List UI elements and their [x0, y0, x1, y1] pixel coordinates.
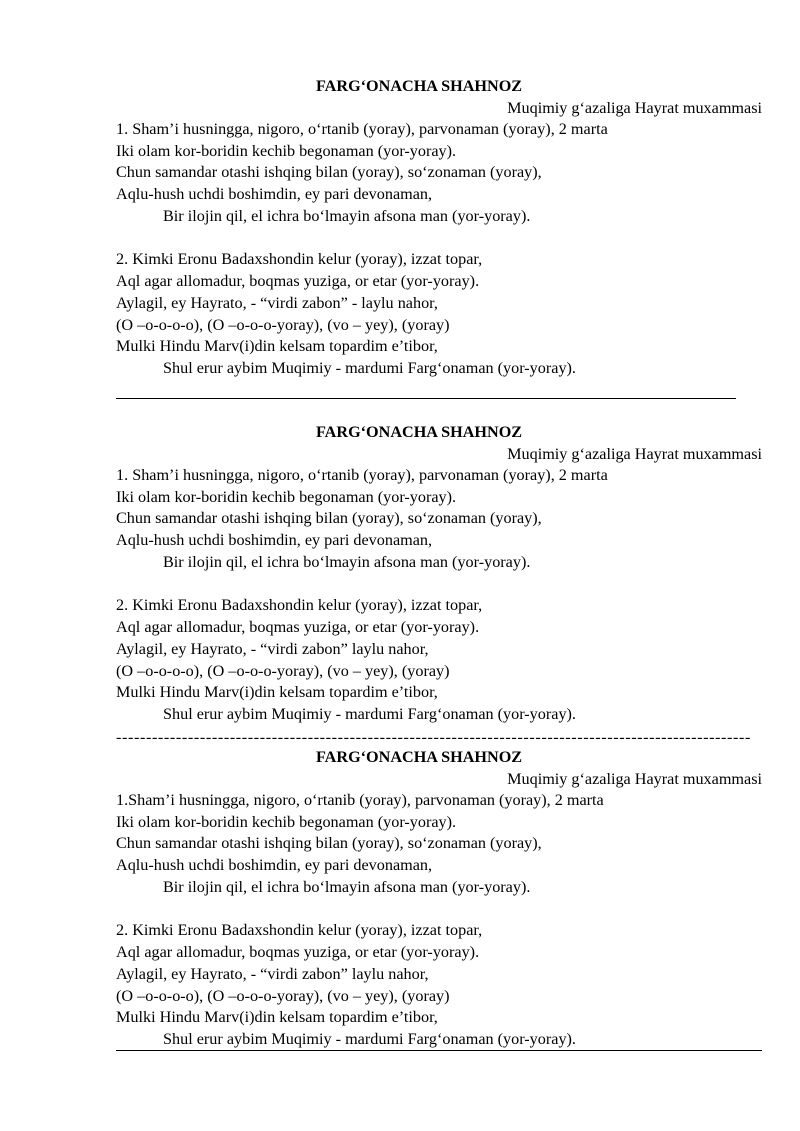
song-block-3 — [116, 746, 762, 1051]
song-title: FARG‘ONACHA SHAHNOZ — [316, 748, 523, 766]
verse-line: Chun samandar otashi ishqing bilan (yoray), so‘zonaman (yoray), — [116, 509, 542, 528]
verse-line: Mulki Hindu Marv(i)din kelsam topardim e’tibor, — [116, 683, 438, 702]
verse-line: Shul erur aybim Muqimiy - mardumi Farg‘onaman (yor-yoray). — [163, 358, 576, 377]
verse-line: 1.Sham’i husningga, nigoro, o‘rtanib (yoray), parvonaman (yoray), 2 marta — [116, 791, 604, 809]
verse-line: Aql agar allomadur, boqmas yuziga, or etar (yor-yoray). — [116, 943, 480, 962]
song-subtitle: Muqimiy g‘azaliga Hayrat muxammasi — [507, 770, 762, 788]
verse-line: Bir ilojin qil, el ichra bo‘lmayin afsona man (yor-yoray). — [163, 552, 531, 571]
dashed-separator: ---------------------------------------------------------------------------------------------------------- — [116, 729, 751, 745]
verse-line: Bir ilojin qil, el ichra bo‘lmayin afsona man (yor-yoray). — [163, 206, 531, 225]
verse-line: Shul erur aybim Muqimiy - mardumi Farg‘onaman (yor-yoray). — [163, 704, 576, 723]
verse-line: Bir ilojin qil, el ichra bo‘lmayin afsona man (yor-yoray). — [163, 877, 531, 896]
verse-line: Iki olam kor-boridin kechib begonaman (yor-yoray). — [116, 487, 457, 506]
bottom-rule — [116, 1050, 762, 1051]
verse-line: Chun samandar otashi ishqing bilan (yoray), so‘zonaman (yoray), — [116, 834, 542, 853]
verse-line: Aql agar allomadur, boqmas yuziga, or etar (yor-yoray). — [116, 618, 480, 637]
verse-line: Iki olam kor-boridin kechib begonaman (yor-yoray). — [116, 141, 457, 160]
song-block-1 — [116, 75, 762, 380]
song-subtitle: Muqimiy g‘azaliga Hayrat muxammasi — [507, 445, 762, 463]
verse-line: (O –o-o-o-o), (O –o-o-o-yoray), (vo – yey), (yoray) — [116, 315, 450, 334]
song-subtitle: Muqimiy g‘azaliga Hayrat muxammasi — [507, 99, 762, 117]
verse-line: Shul erur aybim Muqimiy - mardumi Farg‘onaman (yor-yoray). — [163, 1029, 576, 1048]
verse-line: 2. Kimki Eronu Badaxshondin kelur (yoray), izzat topar, — [116, 596, 483, 615]
song-title: FARG‘ONACHA SHAHNOZ — [316, 423, 523, 441]
song-block-2 — [116, 421, 762, 726]
verse-line: Aql agar allomadur, boqmas yuziga, or etar (yor-yoray). — [116, 272, 480, 291]
verse-line: Iki olam kor-boridin kechib begonaman (yor-yoray). — [116, 812, 457, 831]
verse-line: Mulki Hindu Marv(i)din kelsam topardim e’tibor, — [116, 1008, 438, 1027]
verse-line: 1. Sham’i husningga, nigoro, o‘rtanib (yoray), parvonaman (yoray), 2 marta — [116, 120, 608, 138]
verse-line: 2. Kimki Eronu Badaxshondin kelur (yoray), izzat topar, — [116, 250, 483, 269]
verse-line: Aylagil, ey Hayrato, - “virdi zabon” - laylu nahor, — [116, 293, 438, 312]
verse-line: 2. Kimki Eronu Badaxshondin kelur (yoray), izzat topar, — [116, 921, 483, 940]
song-title: FARG‘ONACHA SHAHNOZ — [316, 77, 523, 95]
separator-line — [116, 398, 736, 399]
verse-line: (O –o-o-o-o), (O –o-o-o-yoray), (vo – yey), (yoray) — [116, 986, 450, 1005]
verse-line: Aqlu-hush uchdi boshimdin, ey pari devonaman, — [116, 185, 433, 204]
verse-line: 1. Sham’i husningga, nigoro, o‘rtanib (yoray), parvonaman (yoray), 2 marta — [116, 466, 608, 484]
verse-line: Aqlu-hush uchdi boshimdin, ey pari devonaman, — [116, 531, 433, 550]
verse-line: (O –o-o-o-o), (O –o-o-o-yoray), (vo – yey), (yoray) — [116, 661, 450, 680]
verse-line: Mulki Hindu Marv(i)din kelsam topardim e’tibor, — [116, 337, 438, 356]
verse-line: Aylagil, ey Hayrato, - “virdi zabon” laylu nahor, — [116, 639, 429, 658]
verse-line: Aqlu-hush uchdi boshimdin, ey pari devonaman, — [116, 856, 433, 875]
verse-line: Chun samandar otashi ishqing bilan (yoray), so‘zonaman (yoray), — [116, 163, 542, 182]
verse-line: Aylagil, ey Hayrato, - “virdi zabon” laylu nahor, — [116, 964, 429, 983]
